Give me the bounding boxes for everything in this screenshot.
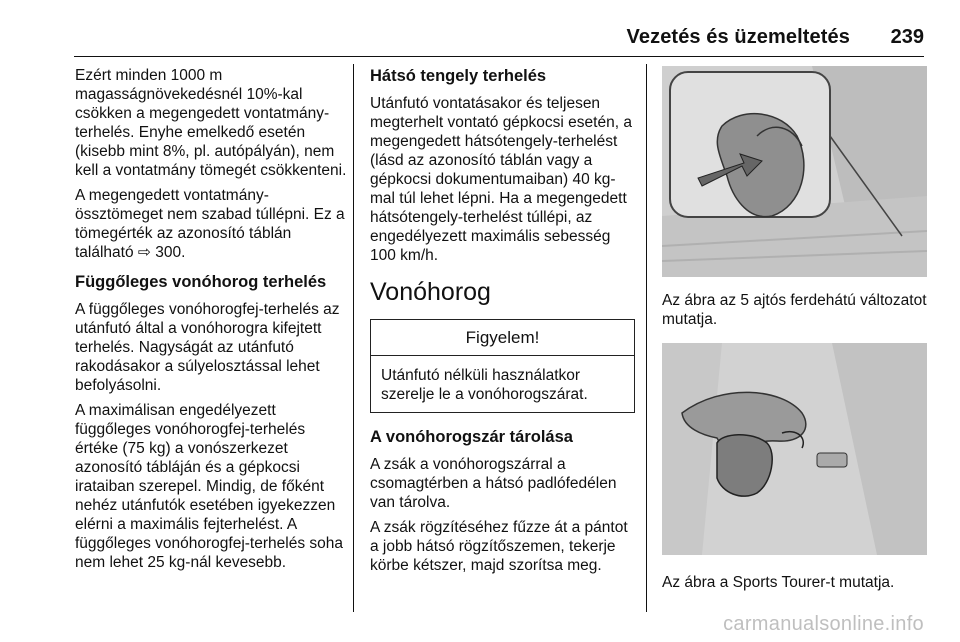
page-header — [0, 26, 960, 58]
figure-hatchback-trunk — [662, 66, 927, 277]
header-rule — [74, 56, 924, 57]
warning-box — [370, 319, 635, 413]
column-divider-2 — [646, 64, 647, 612]
figure-caption-hatchback: Az ábra az 5 ajtós ferdehátú változatot mutatja. — [662, 292, 927, 328]
paragraph-max-vertical-load: A maximálisan engedélyezett függőleges vonóhorogfej-terhelés értéke (75 kg) a vonószerkezet azonosító tábláján és a gépkocsi irataiban szerepel. Mindig, de főként nehéz utánfutók esetében igyekezzen elérni a maximális fejterhelést. A függőleges vonóhorogfej-terhelés soha nem lehet 25 kg-nál kevesebb. — [75, 402, 343, 571]
heading-vertical-load: Függőleges vonóhorog terhelés — [75, 273, 327, 291]
paragraph-storage-fastening: A zsák rögzítéséhez fűzze át a pántot a jobb hátsó rögzítőszemen, tekerje körbe kétszer, majd szorítsa meg. — [370, 519, 628, 574]
heading-rear-axle: Hátsó tengely terhelés — [370, 67, 547, 85]
hatchback-trunk-illustration — [662, 66, 927, 277]
warning-title: Figyelem! — [371, 320, 634, 356]
column-divider-1 — [353, 64, 354, 612]
column-middle — [370, 66, 635, 581]
paragraph-altitude: Ezért minden 1000 m magasságnövekedésnél 10%-kal csökken a megengedett vontatmány-terhelés. Enyhe emelkedő esetén (kisebb mint 8%, pl. autópályán), nem kell a vontatmány tömegét csökkenteni. — [75, 67, 347, 179]
heading-storage: A vonóhorogszár tárolása — [370, 428, 573, 446]
header-title: Vezetés és üzemeltetés — [626, 26, 850, 48]
watermark: carmanualsonline.info — [723, 613, 924, 635]
paragraph-vertical-load: A függőleges vonóhorogfej-terhelés az utánfutó által a vonóhorogra kifejtett terhelés. Nagyságát az utánfutó rakodásakor a súlyelosztással lehet befolyásolni. — [75, 301, 340, 394]
sports-tourer-trunk-illustration — [662, 343, 927, 555]
paragraph-max-weight: A megengedett vontatmány-össztömeget nem szabad túllépni. Ez a tömegérték az azonosító táblán található ⇨ 300. — [75, 187, 345, 261]
paragraph-storage-location: A zsák a vonóhorogszárral a csomagtérben a hátsó padlófedélen van tárolva. — [370, 456, 617, 511]
column-left — [75, 66, 350, 578]
paragraph-rear-axle: Utánfutó vontatásakor és teljesen megterhelt vontató gépkocsi esetén, a megengedett hátsótengely-terhelést (lásd az azonosító táblán vagy a gépkocsi dokumentumaiban) 40 kg-mal túl lehet lépni. Ha a megengedett hátsótengely-terhelést túllépi, az engedélyezett maximális sebesség 100 km/h. — [370, 95, 632, 264]
column-right — [662, 66, 927, 598]
heading-towbar: Vonóhorog — [370, 278, 491, 306]
warning-body: Utánfutó nélküli használatkor szerelje le a vonóhorogszárat. — [381, 367, 588, 403]
figure-caption-sports-tourer: Az ábra a Sports Tourer-t mutatja. — [662, 574, 895, 591]
figure-sports-tourer-trunk — [662, 343, 927, 555]
page-number: 239 — [890, 26, 924, 48]
